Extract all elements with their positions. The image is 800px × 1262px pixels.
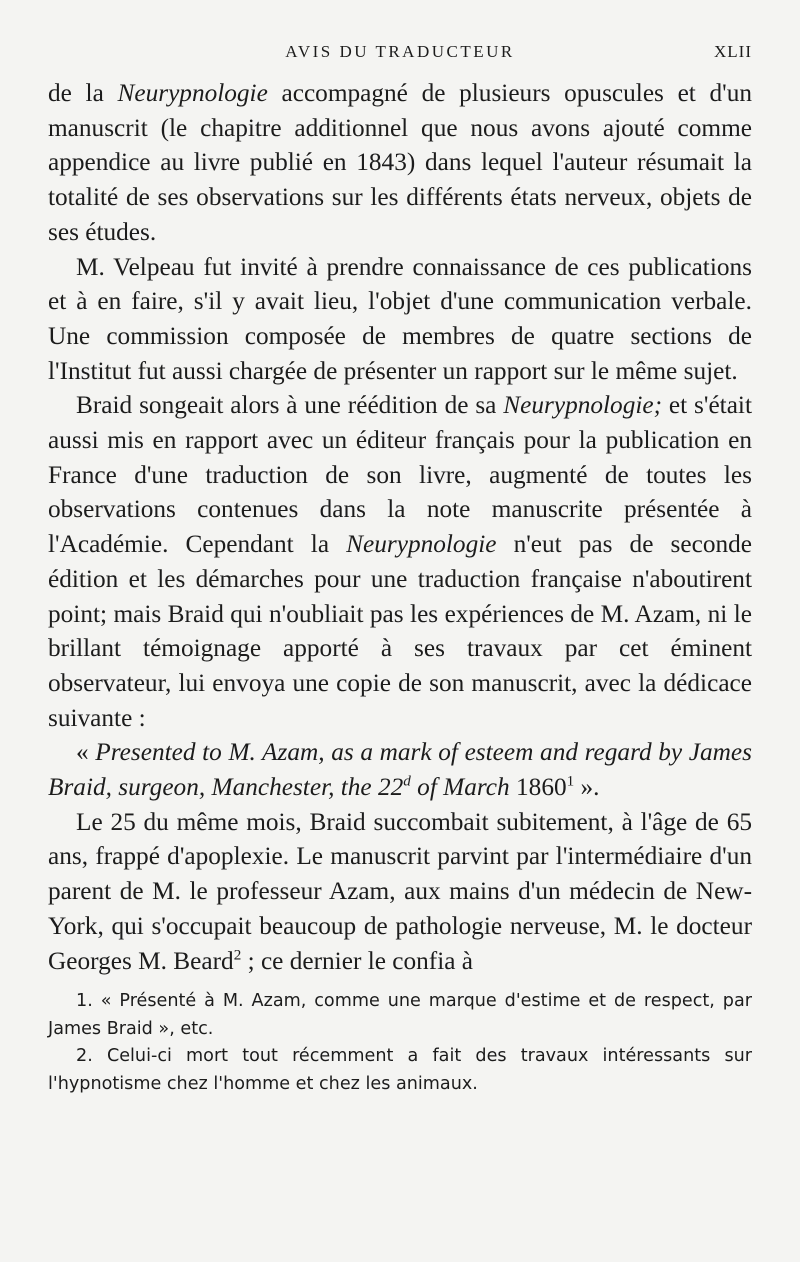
- text-run: M. Velpeau fut invité à prendre connaissance de ces publications et à en faire, s'il y avait lieu, l'objet d'une communication verbale. Une commission composée de membres de quatre sections de l'Institut fut aussi chargée de présenter un rapport sur le même sujet.: [48, 252, 752, 385]
- dedication-year: 1860: [509, 773, 567, 802]
- footnote-1: 1. « Présenté à M. Azam, comme une marque d'estime et de respect, par James Braid », etc.: [48, 991, 752, 1039]
- page-header: [48, 36, 752, 76]
- footnotes: [48, 988, 752, 1098]
- book-title: Neurypnologie: [346, 530, 497, 559]
- book-title: Neurypnologie: [117, 79, 268, 107]
- text-run: ; ce dernier le confia à: [241, 946, 474, 975]
- running-head: AVIS DU TRADUCTEUR: [285, 42, 515, 61]
- text-run: Braid songeait alors à une réédition de sa: [76, 391, 504, 420]
- footnote-2: 2. Celui-ci mort tout récemment a fait des travaux intéressants sur l'hypnotisme chez l'homme et chez les animaux.: [48, 1046, 752, 1094]
- footnote-ref-1[interactable]: 1: [566, 772, 575, 790]
- text-run: et s'était aussi mis en rapport avec un éditeur français pour la publication en France d'une traduction de son livre, augmenté de toutes les observations contenues dans la note manuscrite présentée à l'Académie. Cependant la: [48, 391, 752, 559]
- book-title: Neurypnologie;: [503, 391, 663, 420]
- text-run: Le 25 du même mois, Braid succombait subitement, à l'âge de 65 ans, frappé d'apoplexie. Le manuscrit parvint par l'intermédiaire d'un parent de M. le professeur Azam, aux mains d'un médecin de New-York, qui s'occupait beaucoup de pathologie nerveuse, M. le docteur Georges M. Beard: [48, 807, 752, 975]
- page-number: XLII: [714, 42, 752, 61]
- dedication-text: of March: [410, 773, 510, 802]
- ordinal-suffix: d: [403, 772, 411, 790]
- footnote-ref-2[interactable]: 2: [233, 946, 242, 964]
- paragraph-3: [48, 388, 752, 735]
- quote-open: «: [76, 738, 96, 767]
- paragraph-5: [48, 805, 752, 979]
- paragraph-1: [48, 76, 752, 250]
- paragraph-2: [48, 250, 752, 389]
- body-text: [48, 76, 752, 978]
- text-run: de la: [48, 79, 118, 107]
- text-run: accompagné de plusieurs opuscules et d'un manuscrit (le chapitre additionnel que nous avons ajouté comme appendice au livre publié en 1843) dans lequel l'auteur résumait la totalité de ses observations sur les différents états nerveux, objets de ses études.: [48, 79, 752, 246]
- text-run: n'eut pas de seconde édition et les démarches pour une traduction française n'aboutirent point; mais Braid qui n'oubliait pas les expériences de M. Azam, ni le brillant témoignage apporté à ses travaux par cet éminent observateur, lui envoya une copie de son manuscrit, avec la dédicace suivante :: [48, 530, 752, 732]
- dedication-quote: [48, 735, 752, 804]
- dedication-text: Presented to M. Azam, as a mark of esteem and regard by James Braid, surgeon, Manchester, the 22: [48, 738, 752, 802]
- quote-close: ».: [574, 773, 600, 802]
